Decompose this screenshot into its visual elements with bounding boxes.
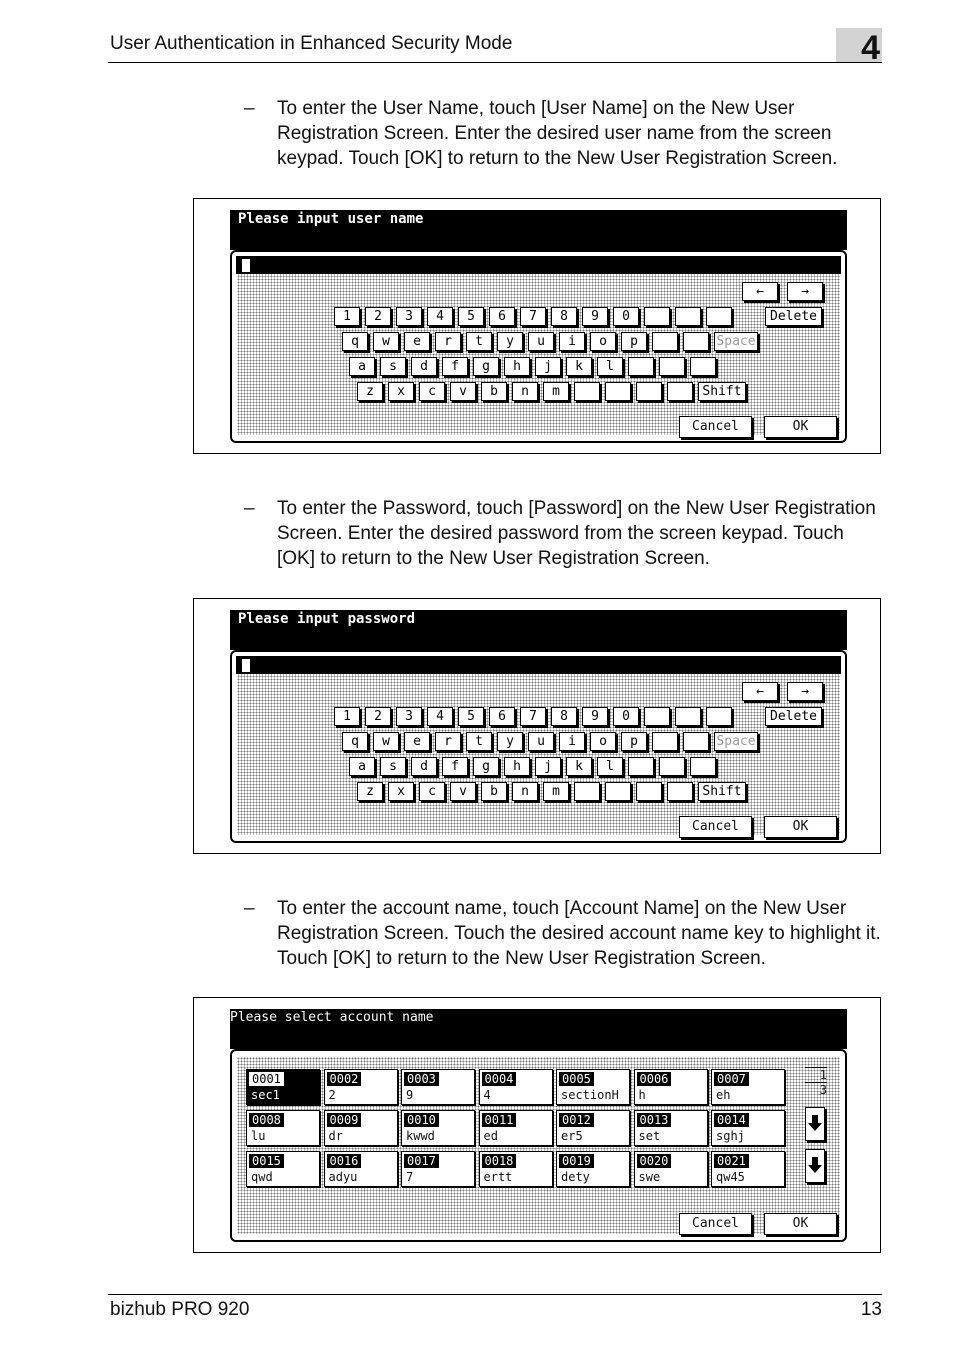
account-number: 0016 bbox=[327, 1154, 362, 1168]
screen-title: Please input user name bbox=[230, 210, 847, 250]
password-panel bbox=[230, 610, 847, 843]
key-1[interactable]: 1 bbox=[334, 707, 360, 726]
account-name: 9 bbox=[406, 1088, 414, 1102]
keypad-area bbox=[230, 650, 847, 843]
account-key-0011[interactable] bbox=[479, 1110, 553, 1146]
account-number: 0010 bbox=[404, 1113, 439, 1127]
username-panel bbox=[230, 210, 847, 443]
blank-key[interactable] bbox=[690, 757, 716, 776]
key-q[interactable]: q bbox=[342, 732, 368, 751]
blank-key[interactable] bbox=[628, 757, 654, 776]
account-key-0004[interactable] bbox=[479, 1069, 553, 1105]
key-x[interactable]: x bbox=[388, 782, 414, 801]
account-name: sec1 bbox=[251, 1088, 280, 1102]
account-key-0014[interactable] bbox=[711, 1110, 785, 1146]
account-name: er5 bbox=[561, 1129, 583, 1143]
blank-key[interactable] bbox=[628, 357, 654, 376]
key-9[interactable]: 9 bbox=[582, 707, 608, 726]
account-key-0007[interactable] bbox=[711, 1069, 785, 1105]
account-number: 0021 bbox=[714, 1154, 749, 1168]
blank-key[interactable] bbox=[690, 357, 716, 376]
key-k[interactable]: k bbox=[566, 757, 592, 776]
bullet-dash: – bbox=[244, 898, 255, 919]
page-total: 3 bbox=[805, 1082, 827, 1097]
account-name: h bbox=[638, 1088, 646, 1102]
blank-key[interactable] bbox=[683, 732, 709, 751]
key-u[interactable]: u bbox=[528, 732, 554, 751]
account-number: 0008 bbox=[249, 1113, 284, 1127]
blank-key[interactable] bbox=[652, 732, 678, 751]
key-h[interactable]: h bbox=[504, 357, 530, 376]
key-e[interactable]: e bbox=[404, 332, 430, 351]
cancel-button[interactable]: Cancel bbox=[679, 816, 752, 838]
account-number: 0014 bbox=[714, 1113, 749, 1127]
account-number: 0005 bbox=[559, 1072, 594, 1086]
chapter-tab bbox=[836, 28, 882, 67]
key-4[interactable]: 4 bbox=[427, 307, 453, 326]
screen-title: Please input password bbox=[230, 610, 847, 650]
key-j[interactable]: j bbox=[535, 757, 561, 776]
key-o[interactable]: o bbox=[590, 732, 616, 751]
blank-key[interactable] bbox=[659, 357, 685, 376]
key-c[interactable]: c bbox=[419, 382, 445, 401]
space-key[interactable]: Space bbox=[714, 732, 758, 751]
blank-key[interactable] bbox=[667, 382, 693, 401]
key-b[interactable]: b bbox=[481, 782, 507, 801]
key-3[interactable]: 3 bbox=[396, 707, 422, 726]
blank-key[interactable] bbox=[644, 307, 670, 326]
key-4[interactable]: 4 bbox=[427, 707, 453, 726]
space-key[interactable]: Space bbox=[714, 332, 758, 351]
bullet-dash: – bbox=[244, 98, 255, 119]
instruction-text: To enter the User Name, touch [User Name] on the New User Registration Screen. Enter the desired user name from the screen keypad. Touch [OK] to return to the New User Registration Screen. bbox=[277, 98, 838, 169]
product-name: bizhub PRO 920 bbox=[110, 1299, 250, 1320]
key-0[interactable]: 0 bbox=[613, 307, 639, 326]
right-arrow-key[interactable]: → bbox=[787, 282, 823, 301]
blank-key[interactable] bbox=[706, 307, 732, 326]
account-key-0016[interactable] bbox=[324, 1151, 398, 1187]
account-number: 0009 bbox=[327, 1113, 362, 1127]
down-arrow-icon bbox=[807, 1108, 823, 1138]
account-number: 0002 bbox=[327, 1072, 362, 1086]
key-b[interactable]: b bbox=[481, 382, 507, 401]
key-3[interactable]: 3 bbox=[396, 307, 422, 326]
blank-key[interactable] bbox=[605, 382, 631, 401]
blank-key[interactable] bbox=[683, 332, 709, 351]
key-g[interactable]: g bbox=[473, 757, 499, 776]
blank-key[interactable] bbox=[706, 707, 732, 726]
account-area bbox=[230, 1049, 847, 1242]
footer-divider bbox=[108, 1294, 882, 1295]
blank-key[interactable] bbox=[574, 382, 600, 401]
key-y[interactable]: y bbox=[497, 332, 523, 351]
header-divider bbox=[108, 62, 882, 63]
account-name: dr bbox=[328, 1129, 343, 1143]
screenshot-password bbox=[193, 598, 881, 854]
account-key-0021[interactable] bbox=[711, 1151, 785, 1187]
account-name: adyu bbox=[328, 1170, 358, 1184]
instruction-password bbox=[244, 496, 884, 572]
ok-button[interactable]: OK bbox=[764, 816, 837, 838]
key-i[interactable]: i bbox=[559, 332, 585, 351]
key-w[interactable]: w bbox=[373, 732, 399, 751]
keypad-area bbox=[230, 250, 847, 443]
down-arrow-icon bbox=[807, 1150, 823, 1180]
account-key-0018[interactable] bbox=[479, 1151, 553, 1187]
key-d[interactable]: d bbox=[411, 357, 437, 376]
account-key-0006[interactable] bbox=[634, 1069, 708, 1105]
instruction-account bbox=[244, 896, 884, 972]
key-v[interactable]: v bbox=[450, 782, 476, 801]
key-z[interactable]: z bbox=[357, 382, 383, 401]
key-5[interactable]: 5 bbox=[458, 707, 484, 726]
account-key-0020[interactable] bbox=[634, 1151, 708, 1187]
blank-key[interactable] bbox=[605, 782, 631, 801]
key-s[interactable]: s bbox=[380, 357, 406, 376]
account-number: 0011 bbox=[482, 1113, 517, 1127]
shift-key[interactable]: Shift bbox=[698, 382, 746, 401]
account-name: eh bbox=[716, 1088, 731, 1102]
account-name: lu bbox=[251, 1129, 266, 1143]
key-6[interactable]: 6 bbox=[489, 707, 515, 726]
key-9[interactable]: 9 bbox=[582, 307, 608, 326]
account-panel bbox=[230, 1009, 847, 1242]
key-a[interactable]: a bbox=[349, 757, 375, 776]
key-f[interactable]: f bbox=[442, 757, 468, 776]
key-2[interactable]: 2 bbox=[365, 707, 391, 726]
account-number: 0012 bbox=[559, 1113, 594, 1127]
account-number: 0018 bbox=[482, 1154, 517, 1168]
key-u[interactable]: u bbox=[528, 332, 554, 351]
blank-key[interactable] bbox=[574, 782, 600, 801]
key-2[interactable]: 2 bbox=[365, 307, 391, 326]
running-header: User Authentication in Enhanced Security Mode bbox=[110, 33, 513, 54]
key-6[interactable]: 6 bbox=[489, 307, 515, 326]
screen-title: Please select account name bbox=[230, 1009, 847, 1049]
account-key-0012[interactable] bbox=[556, 1110, 630, 1146]
bullet-dash: – bbox=[244, 498, 255, 519]
key-d[interactable]: d bbox=[411, 757, 437, 776]
key-t[interactable]: t bbox=[466, 332, 492, 351]
key-i[interactable]: i bbox=[559, 732, 585, 751]
account-number: 0007 bbox=[714, 1072, 749, 1086]
key-h[interactable]: h bbox=[504, 757, 530, 776]
account-name: sectionH bbox=[561, 1088, 619, 1102]
ok-button[interactable]: OK bbox=[764, 1213, 837, 1235]
account-name: qwd bbox=[251, 1170, 273, 1184]
account-name: 4 bbox=[483, 1088, 491, 1102]
account-name: ed bbox=[483, 1129, 498, 1143]
blank-key[interactable] bbox=[636, 382, 662, 401]
account-key-0003[interactable] bbox=[401, 1069, 475, 1105]
account-number: 0017 bbox=[404, 1154, 439, 1168]
key-z[interactable]: z bbox=[357, 782, 383, 801]
instruction-username bbox=[244, 96, 884, 172]
account-key-0010[interactable] bbox=[401, 1110, 475, 1146]
blank-key[interactable] bbox=[644, 707, 670, 726]
delete-key[interactable]: Delete bbox=[765, 707, 822, 726]
key-x[interactable]: x bbox=[388, 382, 414, 401]
blank-key[interactable] bbox=[675, 707, 701, 726]
screenshot-username bbox=[193, 198, 881, 454]
key-r[interactable]: r bbox=[435, 332, 461, 351]
page-number: 13 bbox=[860, 1299, 882, 1320]
account-key-0001[interactable] bbox=[246, 1069, 320, 1105]
shift-key[interactable]: Shift bbox=[698, 782, 746, 801]
account-name: 2 bbox=[328, 1088, 336, 1102]
page-indicator bbox=[805, 1067, 827, 1097]
key-w[interactable]: w bbox=[373, 332, 399, 351]
key-0[interactable]: 0 bbox=[613, 707, 639, 726]
right-arrow-key[interactable]: → bbox=[787, 682, 823, 701]
key-v[interactable]: v bbox=[450, 382, 476, 401]
key-p[interactable]: p bbox=[621, 732, 647, 751]
username-input[interactable] bbox=[236, 256, 841, 274]
blank-key[interactable] bbox=[652, 332, 678, 351]
key-8[interactable]: 8 bbox=[551, 307, 577, 326]
left-arrow-key[interactable]: ← bbox=[742, 282, 778, 301]
account-name: sghj bbox=[716, 1129, 745, 1143]
key-n[interactable]: n bbox=[512, 382, 538, 401]
account-name: 7 bbox=[406, 1170, 414, 1184]
key-a[interactable]: a bbox=[349, 357, 375, 376]
key-t[interactable]: t bbox=[466, 732, 492, 751]
key-r[interactable]: r bbox=[435, 732, 461, 751]
account-key-0009[interactable] bbox=[324, 1110, 398, 1146]
account-key-0019[interactable] bbox=[556, 1151, 630, 1187]
account-key-0017[interactable] bbox=[401, 1151, 475, 1187]
key-p[interactable]: p bbox=[621, 332, 647, 351]
scroll-down-button[interactable] bbox=[805, 1149, 825, 1183]
blank-key[interactable] bbox=[675, 307, 701, 326]
screenshot-account bbox=[193, 997, 881, 1253]
instruction-text: To enter the Password, touch [Password] on the New User Registration Screen. Enter the desired password from the screen keypad. Touch [OK] to return to the New User Registration Screen. bbox=[277, 498, 876, 569]
account-name: dety bbox=[561, 1170, 590, 1184]
key-l[interactable]: l bbox=[597, 757, 623, 776]
key-g[interactable]: g bbox=[473, 357, 499, 376]
key-l[interactable]: l bbox=[597, 357, 623, 376]
key-5[interactable]: 5 bbox=[458, 307, 484, 326]
key-o[interactable]: o bbox=[590, 332, 616, 351]
key-m[interactable]: m bbox=[543, 782, 569, 801]
key-n[interactable]: n bbox=[512, 782, 538, 801]
account-number: 0013 bbox=[637, 1113, 672, 1127]
scroll-up-button[interactable] bbox=[805, 1107, 825, 1141]
account-key-0013[interactable] bbox=[634, 1110, 708, 1146]
account-number: 0020 bbox=[637, 1154, 672, 1168]
delete-key[interactable]: Delete bbox=[765, 307, 822, 326]
account-name: swe bbox=[638, 1170, 661, 1184]
account-number: 0015 bbox=[249, 1154, 284, 1168]
key-k[interactable]: k bbox=[566, 357, 592, 376]
key-y[interactable]: y bbox=[497, 732, 523, 751]
key-7[interactable]: 7 bbox=[520, 707, 546, 726]
key-m[interactable]: m bbox=[543, 382, 569, 401]
key-8[interactable]: 8 bbox=[551, 707, 577, 726]
account-key-0015[interactable] bbox=[246, 1151, 320, 1187]
left-arrow-key[interactable]: ← bbox=[742, 682, 778, 701]
account-key-0005[interactable] bbox=[556, 1069, 630, 1105]
account-name: set bbox=[638, 1129, 661, 1143]
chapter-number: 4 bbox=[861, 29, 880, 67]
blank-key[interactable] bbox=[636, 782, 662, 801]
cancel-button[interactable]: Cancel bbox=[679, 1213, 752, 1235]
account-number: 0006 bbox=[637, 1072, 672, 1086]
key-s[interactable]: s bbox=[380, 757, 406, 776]
instruction-text: To enter the account name, touch [Account Name] on the New User Registration Screen. Touch the desired account name key to highlight it. Touch [OK] to return to the New User Registration Screen. bbox=[277, 898, 881, 969]
account-key-0008[interactable] bbox=[246, 1110, 320, 1146]
account-key-0002[interactable] bbox=[324, 1069, 398, 1105]
blank-key[interactable] bbox=[667, 782, 693, 801]
account-name: qw45 bbox=[716, 1170, 745, 1184]
key-1[interactable]: 1 bbox=[334, 307, 360, 326]
key-j[interactable]: j bbox=[535, 357, 561, 376]
key-f[interactable]: f bbox=[442, 357, 468, 376]
key-7[interactable]: 7 bbox=[520, 307, 546, 326]
key-q[interactable]: q bbox=[342, 332, 368, 351]
account-number: 0004 bbox=[482, 1072, 517, 1086]
text-cursor bbox=[242, 659, 250, 672]
account-name: ertt bbox=[483, 1170, 513, 1184]
blank-key[interactable] bbox=[659, 757, 685, 776]
page-current: 1 bbox=[819, 1068, 827, 1082]
cancel-button[interactable]: Cancel bbox=[679, 416, 752, 438]
ok-button[interactable]: OK bbox=[764, 416, 837, 438]
account-number: 0001 bbox=[249, 1072, 284, 1086]
account-name: kwwd bbox=[406, 1129, 435, 1143]
key-e[interactable]: e bbox=[404, 732, 430, 751]
password-input[interactable] bbox=[236, 656, 841, 674]
account-number: 0003 bbox=[404, 1072, 439, 1086]
key-c[interactable]: c bbox=[419, 782, 445, 801]
account-number: 0019 bbox=[559, 1154, 594, 1168]
text-cursor bbox=[242, 259, 250, 272]
